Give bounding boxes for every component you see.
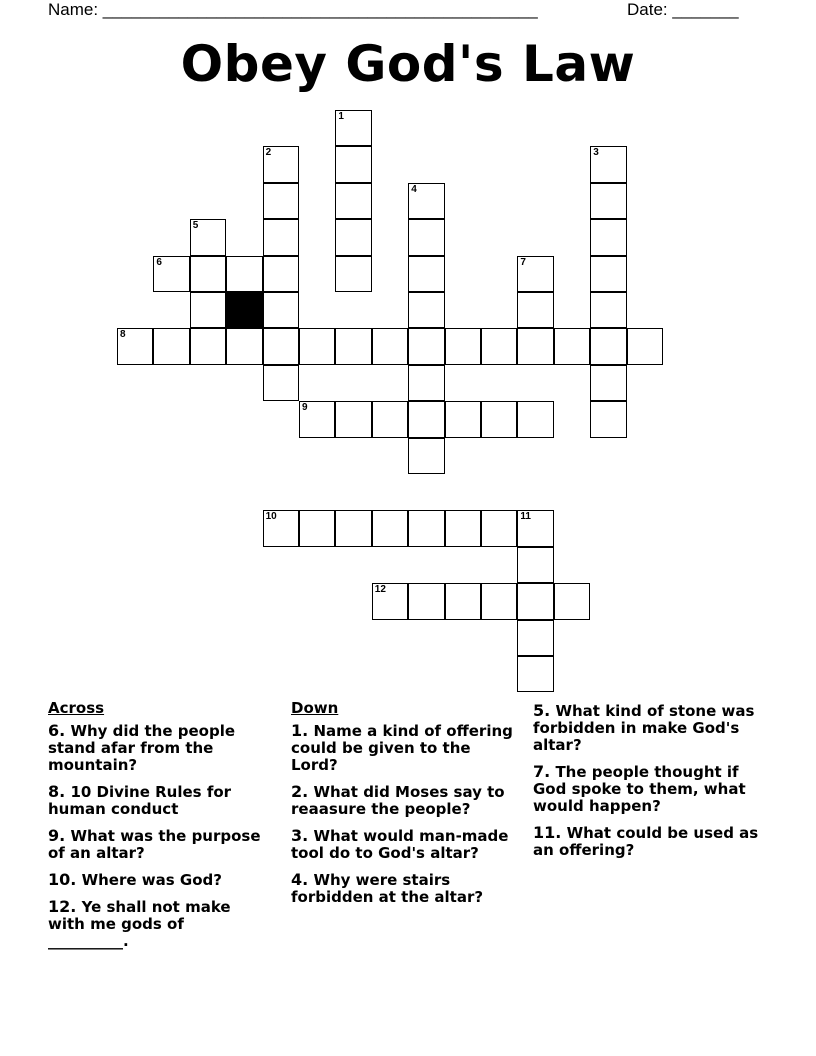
grid-cell[interactable]: [590, 146, 626, 182]
grid-cell[interactable]: [335, 328, 371, 364]
down-clue-1: 1. Name a kind of offering could be given to the Lord?: [291, 721, 513, 774]
grid-cell[interactable]: [117, 328, 153, 364]
down-clue-4: 4. Why were stairs forbidden at the altar?: [291, 870, 484, 906]
grid-cell[interactable]: [517, 510, 553, 546]
down-clues-continued: [533, 702, 763, 868]
down-clues: [291, 700, 516, 915]
clue-number: 9: [302, 402, 308, 414]
clue-number: 11: [520, 511, 531, 523]
grid-cell[interactable]: [554, 328, 590, 364]
grid-cell[interactable]: [263, 510, 299, 546]
grid-cell[interactable]: [263, 365, 299, 401]
grid-cell[interactable]: [335, 183, 371, 219]
across-clue-9: 9. What was the purpose of an altar?: [48, 826, 261, 862]
across-heading: Across: [48, 699, 105, 717]
grid-cell[interactable]: [299, 328, 335, 364]
clue-number: 3: [593, 147, 599, 159]
down-clue-5: 5. What kind of stone was forbidden in make God's altar?: [533, 701, 755, 754]
grid-cell[interactable]: [190, 292, 226, 328]
grid-cell[interactable]: [517, 401, 553, 437]
across-clue-12: 12. Ye shall not make with me gods of __________.: [48, 897, 231, 950]
grid-cell[interactable]: [335, 146, 371, 182]
grid-cell[interactable]: [408, 510, 444, 546]
grid-cell[interactable]: [590, 256, 626, 292]
grid-cell[interactable]: [408, 219, 444, 255]
grid-cell[interactable]: [299, 401, 335, 437]
clue-number: 4: [411, 183, 417, 195]
grid-cell[interactable]: [372, 510, 408, 546]
puzzle-title: Obey God's Law: [180, 35, 636, 93]
grid-cell[interactable]: [335, 256, 371, 292]
grid-cell[interactable]: [445, 401, 481, 437]
grid-cell[interactable]: [590, 183, 626, 219]
grid-cell[interactable]: [481, 583, 517, 619]
grid-cell[interactable]: [190, 328, 226, 364]
grid-cell[interactable]: [408, 365, 444, 401]
across-clue-8: 8. 10 Divine Rules for human conduct: [48, 782, 232, 818]
grid-cell[interactable]: [372, 583, 408, 619]
grid-cell[interactable]: [517, 292, 553, 328]
clue-number: 12: [374, 584, 386, 596]
grid-cell[interactable]: [263, 219, 299, 255]
grid-cell[interactable]: [445, 510, 481, 546]
grid-cell[interactable]: [335, 510, 371, 546]
grid-cell[interactable]: [590, 292, 626, 328]
grid-cell[interactable]: [517, 583, 553, 619]
clue-number: 6: [156, 256, 162, 268]
grid-cell[interactable]: [517, 656, 553, 692]
date-field-label: Date: _______: [627, 0, 739, 19]
grid-cell[interactable]: [263, 256, 299, 292]
down-clue-3: 3. What would man-made tool do to God's altar?: [291, 826, 509, 862]
grid-cell[interactable]: [481, 328, 517, 364]
grid-cell[interactable]: [190, 219, 226, 255]
grid-cell[interactable]: [554, 583, 590, 619]
grid-cell[interactable]: [517, 547, 553, 583]
grid-cell[interactable]: [590, 401, 626, 437]
across-clue-6: 6. Why did the people stand afar from the mountain?: [48, 721, 236, 774]
grid-cell[interactable]: [335, 219, 371, 255]
grid-cell[interactable]: [627, 328, 663, 364]
down-heading: Down: [291, 699, 339, 717]
grid-cell[interactable]: [408, 256, 444, 292]
name-field-label: Name: ______________________________________________: [48, 0, 538, 19]
clue-number: 10: [265, 511, 277, 523]
grid-cell[interactable]: [481, 401, 517, 437]
across-clue-10: 10. Where was God?: [48, 870, 222, 889]
clue-number: 1: [338, 111, 344, 122]
grid-cell[interactable]: [263, 146, 299, 182]
grid-cell[interactable]: [335, 110, 371, 146]
grid-cell[interactable]: [153, 256, 189, 292]
down-clue-2: 2. What did Moses say to reaasure the people?: [291, 782, 505, 818]
clue-number: 5: [192, 220, 199, 232]
grid-cell[interactable]: [226, 256, 262, 292]
grid-cell[interactable]: [408, 328, 444, 364]
grid-cell[interactable]: [153, 328, 189, 364]
grid-cell[interactable]: [263, 328, 299, 364]
clue-number: 8: [120, 329, 126, 341]
clue-number: 7: [520, 256, 526, 268]
grid-cell[interactable]: [408, 401, 444, 437]
across-clues: [48, 700, 268, 959]
grid-cell[interactable]: [226, 328, 262, 364]
grid-cell[interactable]: [335, 401, 371, 437]
grid-cell[interactable]: [372, 401, 408, 437]
grid-cell[interactable]: [590, 365, 626, 401]
grid-cell[interactable]: [408, 292, 444, 328]
grid-cell[interactable]: [517, 620, 553, 656]
grid-cell[interactable]: [372, 328, 408, 364]
grid-cell[interactable]: [517, 328, 553, 364]
grid-cell[interactable]: [590, 328, 626, 364]
grid-cell[interactable]: [408, 183, 444, 219]
grid-cell[interactable]: [445, 328, 481, 364]
down-clue-7: 7. The people thought if God spoke to them, what would happen?: [533, 762, 746, 815]
grid-cell[interactable]: [190, 256, 226, 292]
grid-cell[interactable]: [263, 292, 299, 328]
grid-cell[interactable]: [445, 583, 481, 619]
grid-cell[interactable]: [517, 256, 553, 292]
down-clue-11: 11. What could be used as an offering?: [533, 823, 759, 859]
grid-cell[interactable]: [590, 219, 626, 255]
clue-number: 2: [265, 147, 272, 159]
grid-cell[interactable]: [408, 583, 444, 619]
grid-cell[interactable]: [481, 510, 517, 546]
grid-cell[interactable]: [408, 438, 444, 474]
grid-cell[interactable]: [263, 183, 299, 219]
grid-cell[interactable]: [299, 510, 335, 546]
grid-block: [226, 292, 262, 328]
